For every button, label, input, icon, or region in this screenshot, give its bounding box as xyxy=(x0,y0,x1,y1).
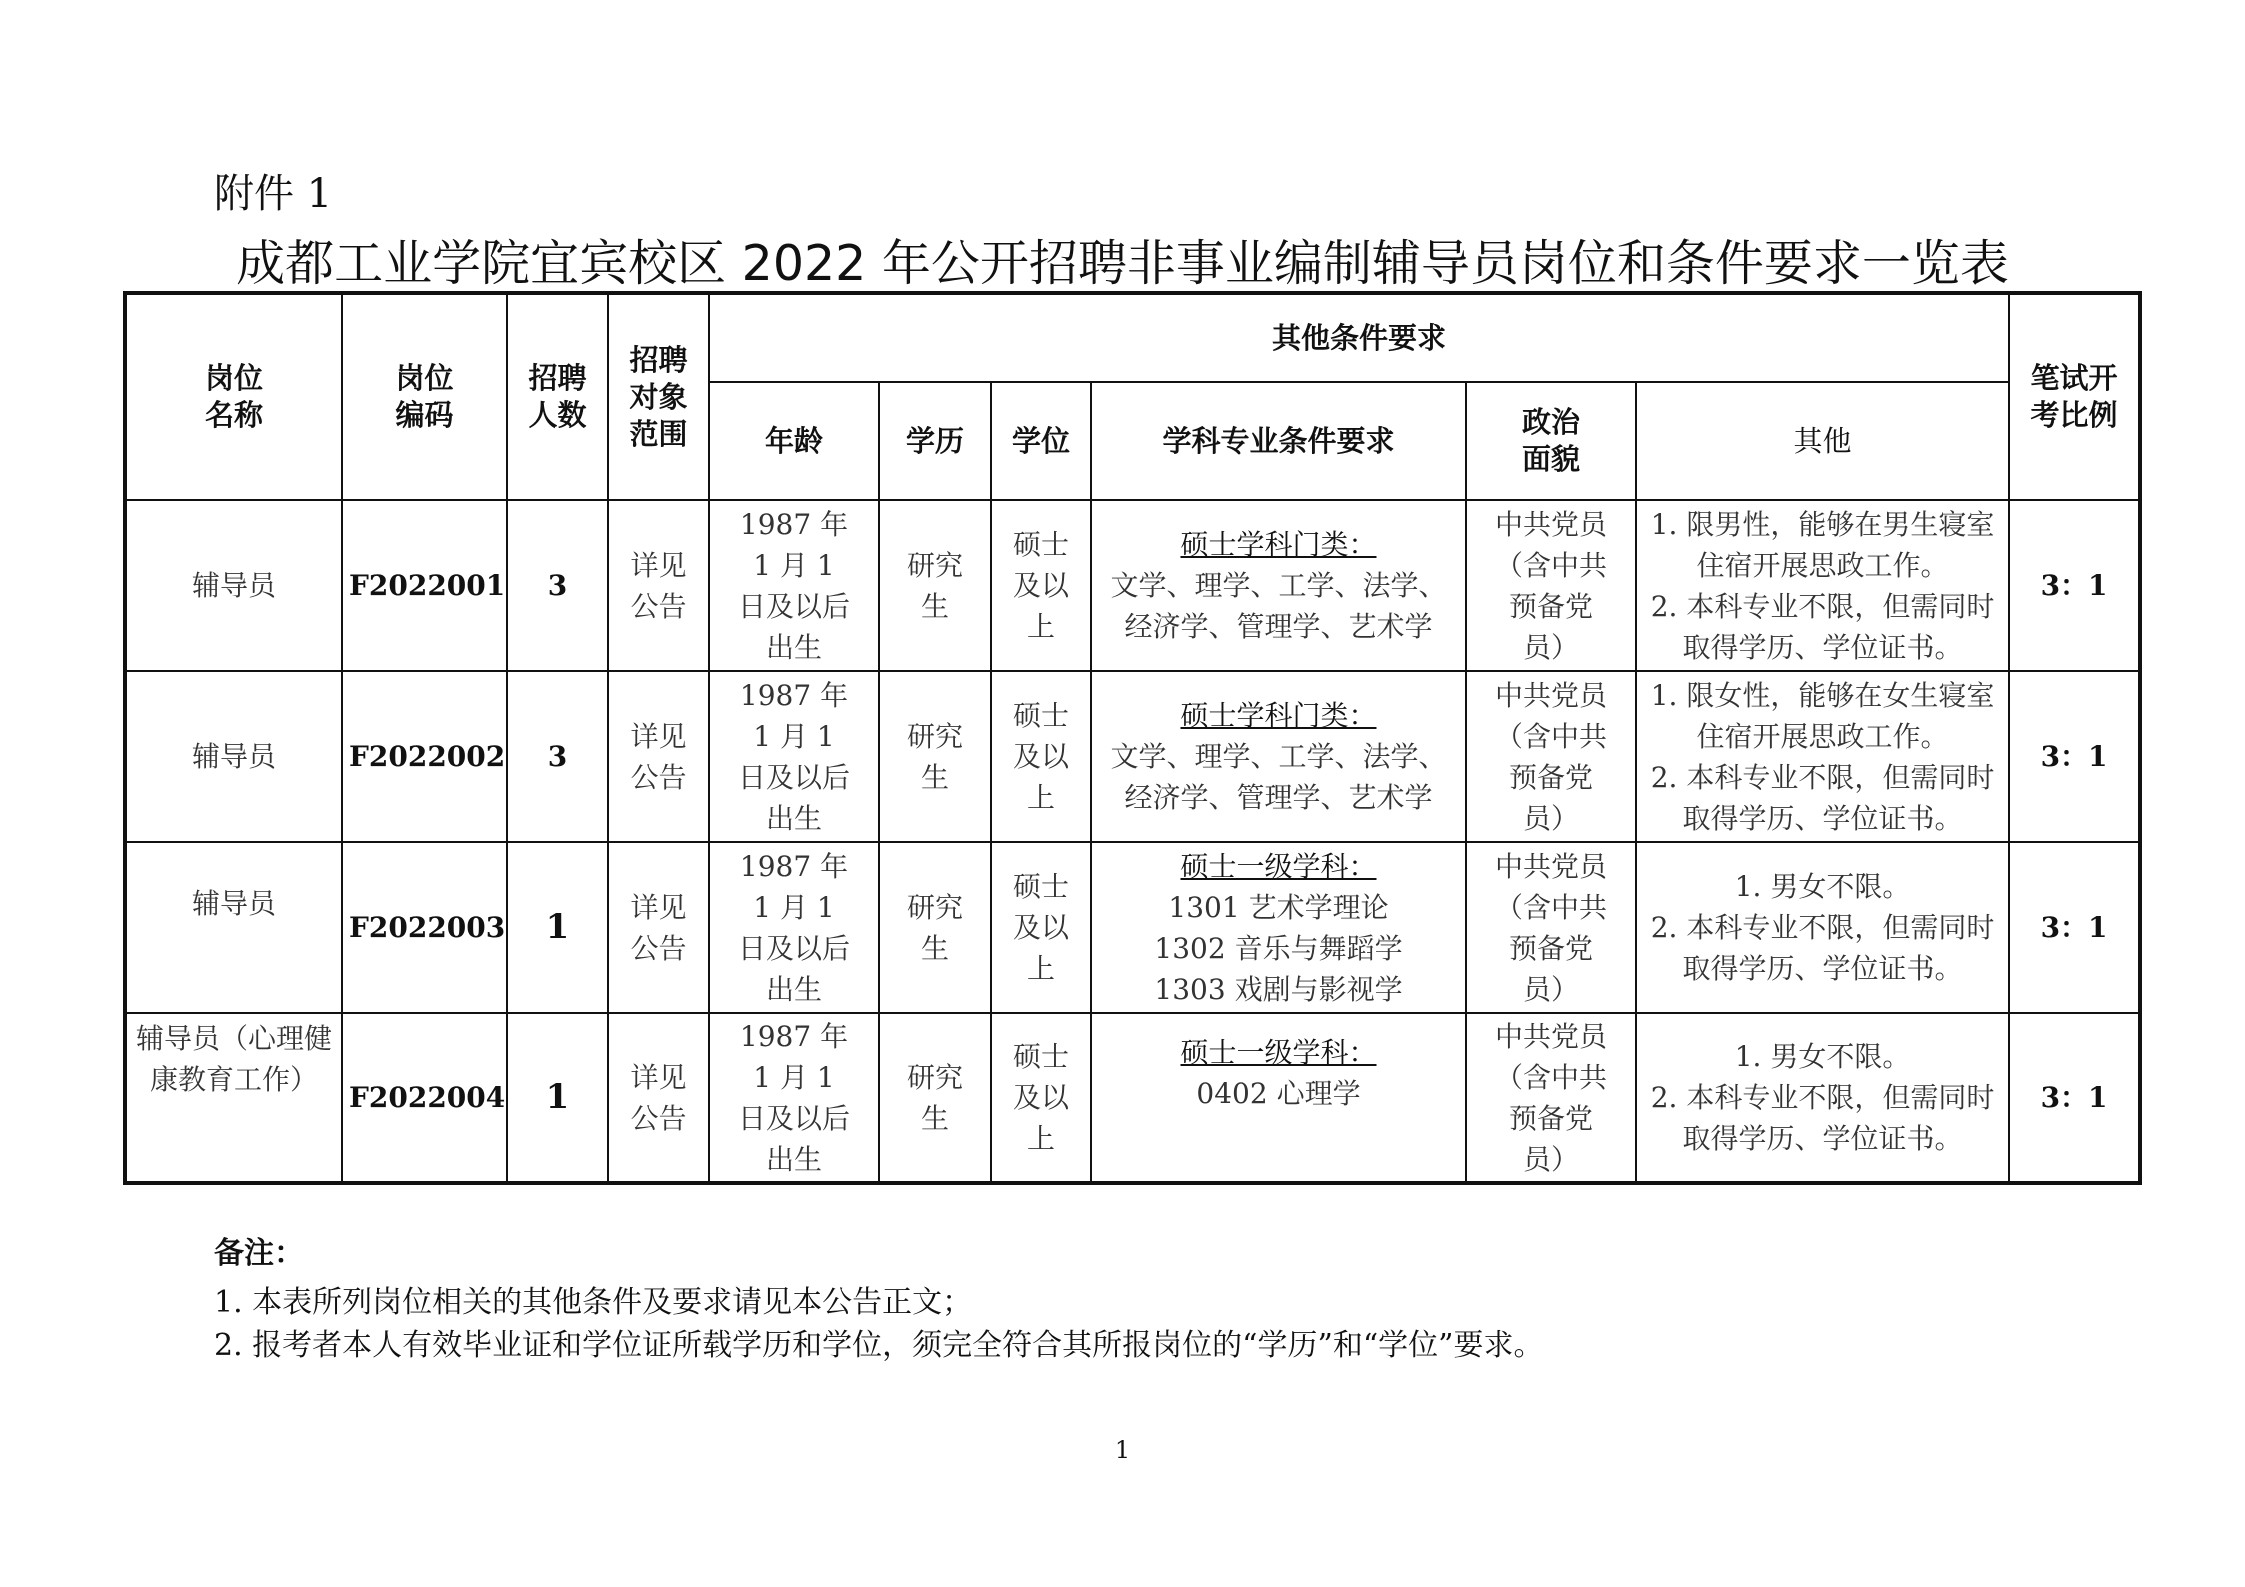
attachment-label: 附件 1 xyxy=(214,171,333,217)
post-scope: 详见公告 xyxy=(608,671,709,842)
notes-title: 备注： xyxy=(214,1236,304,1271)
other-line: 1. 男女不限。 xyxy=(1734,870,1911,903)
post-degree: 硕士及以上 xyxy=(991,671,1091,842)
header-degree: 学位 xyxy=(991,382,1091,500)
post-other xyxy=(1636,842,2009,1013)
post-education: 研究生 xyxy=(879,671,991,842)
major-line: 0402 心理学 xyxy=(1196,1077,1361,1110)
other-line: 2. 本科专业不限，但需同时取得学历、学位证书。 xyxy=(1650,760,1995,835)
major-title: 硕士一级学科： xyxy=(1180,849,1377,883)
post-count: 1 xyxy=(507,1013,608,1183)
post-code: F2022003 xyxy=(342,842,507,1013)
major-line: 经济学、管理学、艺术学 xyxy=(1124,781,1433,814)
post-ratio: 3：1 xyxy=(2009,500,2140,671)
header-post-code: 岗位编码 xyxy=(342,293,507,500)
post-count: 3 xyxy=(507,500,608,671)
post-scope: 详见公告 xyxy=(608,842,709,1013)
header-major: 学科专业条件要求 xyxy=(1091,382,1466,500)
note-item: 1. 本表所列岗位相关的其他条件及要求请见本公告正文； xyxy=(214,1285,973,1320)
major-title: 硕士学科门类： xyxy=(1180,528,1377,561)
post-education: 研究生 xyxy=(879,842,991,1013)
header-ratio: 笔试开考比例 xyxy=(2009,293,2140,500)
other-line: 2. 本科专业不限，但需同时取得学历、学位证书。 xyxy=(1650,1081,1995,1155)
other-line: 2. 本科专业不限，但需同时取得学历、学位证书。 xyxy=(1650,589,1995,664)
document-title: 成都工业学院宜宾校区 2022 年公开招聘非事业编制辅导员岗位和条件要求一览表 xyxy=(236,235,2009,292)
post-major xyxy=(1091,842,1466,1013)
post-ratio: 3：1 xyxy=(2009,842,2140,1013)
post-age: 1987 年 1 月 1 日及以后出生 xyxy=(709,842,879,1013)
major-line: 1301 艺术学理论 xyxy=(1168,890,1389,924)
post-code: F2022004 xyxy=(342,1013,507,1183)
header-other-conditions: 其他条件要求 xyxy=(709,293,2009,382)
post-education: 研究生 xyxy=(879,500,991,671)
post-degree: 硕士及以上 xyxy=(991,1013,1091,1183)
post-other xyxy=(1636,500,2009,671)
post-political: 中共党员（含中共预备党员） xyxy=(1466,1013,1636,1183)
note-item: 2. 报考者本人有效毕业证和学位证所载学历和学位，须完全符合其所报岗位的“学历”和“学位”要求。 xyxy=(214,1328,1544,1363)
post-degree: 硕士及以上 xyxy=(991,500,1091,671)
post-other xyxy=(1636,1013,2009,1183)
table-row xyxy=(125,671,2140,842)
post-code: F2022002 xyxy=(342,671,507,842)
major-line: 文学、理学、工学、法学、 xyxy=(1110,740,1447,773)
post-code: F2022001 xyxy=(342,500,507,671)
table-row xyxy=(125,1013,2140,1183)
header-education: 学历 xyxy=(879,382,991,500)
table-row xyxy=(125,842,2140,1013)
header-post-name: 岗位名称 xyxy=(125,293,342,500)
major-line: 1302 音乐与舞蹈学 xyxy=(1154,931,1403,965)
post-other xyxy=(1636,671,2009,842)
post-count: 1 xyxy=(507,842,608,1013)
major-title: 硕士学科门类： xyxy=(1180,699,1377,732)
post-age: 1987 年 1 月 1 日及以后出生 xyxy=(709,500,879,671)
post-political: 中共党员（含中共预备党员） xyxy=(1466,500,1636,671)
header-scope: 招聘对象范围 xyxy=(608,293,709,500)
post-name: 辅导员 xyxy=(125,671,342,842)
post-name: 辅导员（心理健康教育工作） xyxy=(125,1013,342,1183)
major-title: 硕士一级学科： xyxy=(1180,1036,1377,1069)
major-line: 文学、理学、工学、法学、 xyxy=(1110,569,1447,602)
post-major xyxy=(1091,500,1466,671)
post-ratio: 3：1 xyxy=(2009,671,2140,842)
major-line: 1303 戏剧与影视学 xyxy=(1154,972,1403,1006)
post-count: 3 xyxy=(507,671,608,842)
post-name: 辅导员 xyxy=(125,842,342,1013)
header-count: 招聘人数 xyxy=(507,293,608,500)
post-scope: 详见公告 xyxy=(608,1013,709,1183)
table-row xyxy=(125,500,2140,671)
header-other: 其他 xyxy=(1636,382,2009,500)
post-major xyxy=(1091,671,1466,842)
other-line: 1. 限女性，能够在女生寝室住宿开展思政工作。 xyxy=(1650,678,1995,753)
post-degree: 硕士及以上 xyxy=(991,842,1091,1013)
post-name: 辅导员 xyxy=(125,500,342,671)
header-row-1 xyxy=(125,293,2140,382)
other-line: 1. 限男性，能够在男生寝室住宿开展思政工作。 xyxy=(1650,507,1995,582)
positions-table xyxy=(123,291,2142,1185)
major-line: 经济学、管理学、艺术学 xyxy=(1124,610,1433,643)
post-political: 中共党员（含中共预备党员） xyxy=(1466,671,1636,842)
other-line: 2. 本科专业不限，但需同时取得学历、学位证书。 xyxy=(1650,911,1995,985)
post-political: 中共党员（含中共预备党员） xyxy=(1466,842,1636,1013)
post-major xyxy=(1091,1013,1466,1183)
post-scope: 详见公告 xyxy=(608,500,709,671)
header-age: 年龄 xyxy=(709,382,879,500)
header-political: 政治面貌 xyxy=(1466,382,1636,500)
post-education: 研究生 xyxy=(879,1013,991,1183)
page-number: 1 xyxy=(1114,1436,1131,1464)
post-ratio: 3：1 xyxy=(2009,1013,2140,1183)
post-age: 1987 年 1 月 1 日及以后出生 xyxy=(709,1013,879,1183)
post-age: 1987 年 1 月 1 日及以后出生 xyxy=(709,671,879,842)
other-line: 1. 男女不限。 xyxy=(1734,1040,1911,1073)
